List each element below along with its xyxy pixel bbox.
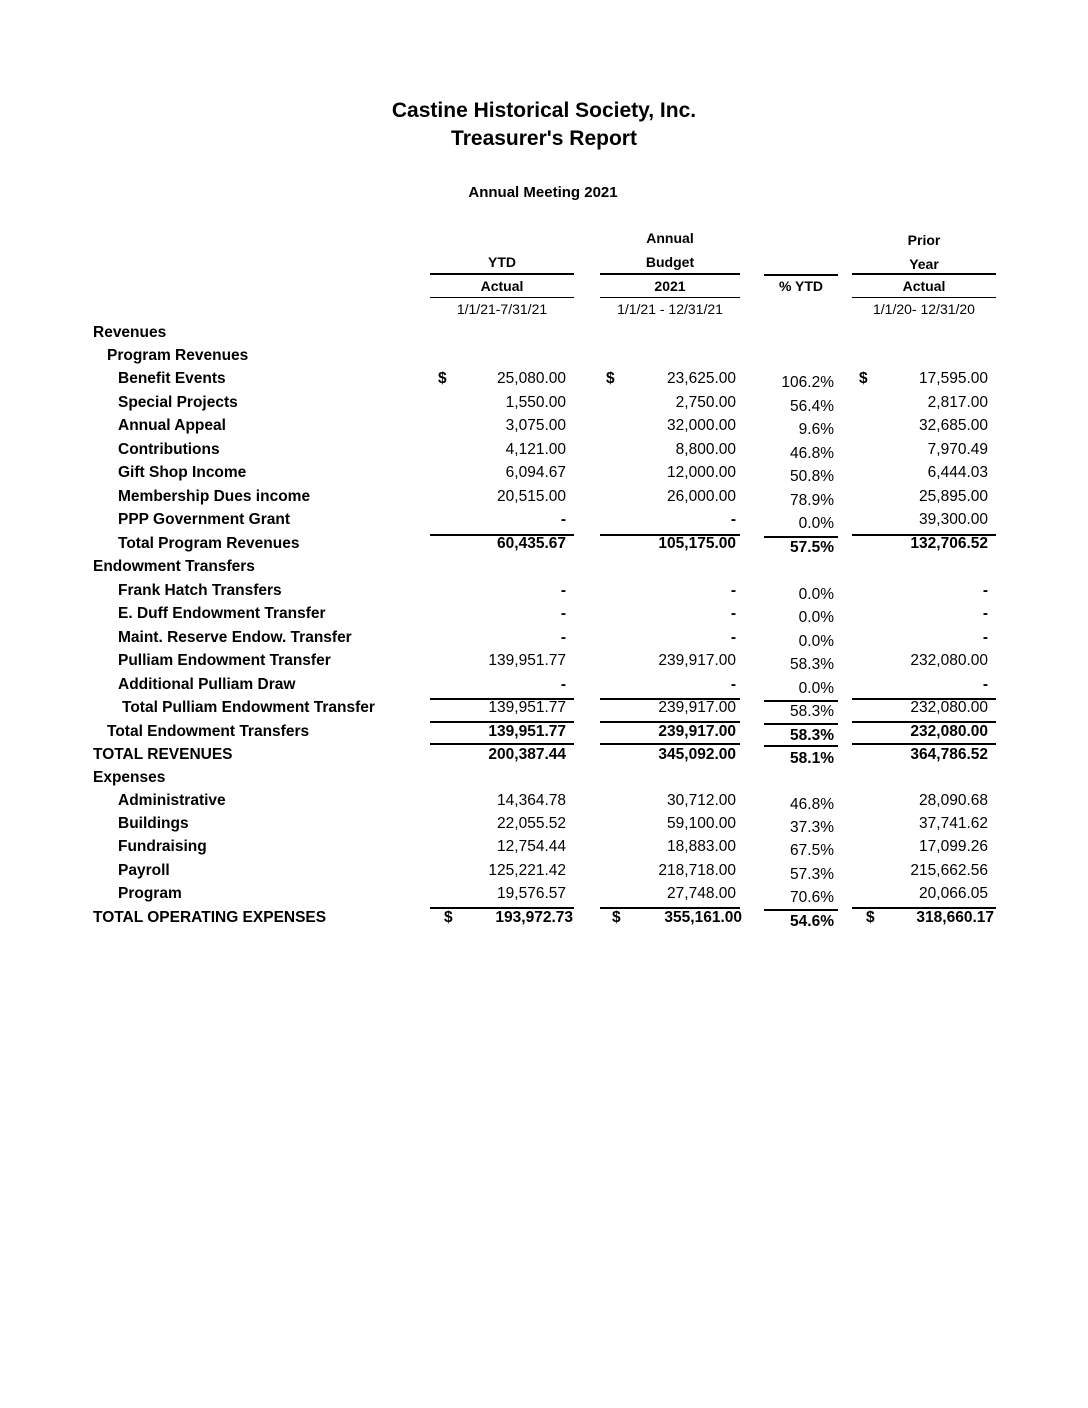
budget-value: 345,092.00 [658, 746, 736, 763]
ytd-header-line1: YTD [488, 254, 516, 270]
row-administrative [0, 792, 1088, 815]
ytd-value: 3,075.00 [505, 417, 566, 434]
prior-value: 20,066.05 [919, 885, 988, 902]
currency-symbol: $ [444, 909, 453, 926]
row-payroll [0, 862, 1088, 885]
currency-symbol: $ [606, 370, 615, 387]
row-label: Total Endowment Transfers [107, 723, 310, 740]
ytd-value: 12,754.44 [497, 838, 566, 855]
budget-value: - [730, 629, 736, 646]
prior-value: 32,685.00 [919, 417, 988, 434]
budget-value: - [730, 582, 736, 599]
ytd-value: 139,951.77 [488, 652, 566, 669]
ytd-header-line2: Actual [480, 278, 524, 294]
org-name: Castine Historical Society, Inc. [391, 99, 697, 122]
pct-value: 9.6% [798, 421, 834, 438]
pct-value: 57.5% [790, 539, 834, 556]
pct-value: 0.0% [798, 680, 834, 697]
ytd-value: 6,094.67 [505, 464, 566, 481]
prior-value: 232,080.00 [910, 699, 988, 716]
currency-symbol: $ [859, 370, 868, 387]
row-label: TOTAL REVENUES [93, 746, 233, 763]
row-label: Frank Hatch Transfers [118, 582, 282, 599]
row-special-projects [0, 394, 1088, 417]
pct-header-rule [764, 274, 838, 276]
subtotal-rule [852, 743, 996, 745]
pct-header-line2: % YTD [778, 278, 824, 294]
pct-value: 58.3% [790, 727, 834, 744]
currency-symbol: $ [612, 909, 621, 926]
prior-value: 232,080.00 [910, 723, 988, 740]
currency-symbol: $ [438, 370, 447, 387]
budget-value: 27,748.00 [667, 885, 736, 902]
row-total-revenues [0, 746, 1088, 769]
section-label: Expenses [93, 769, 166, 786]
pct-value: 57.3% [790, 866, 834, 883]
row-label: Special Projects [118, 394, 238, 411]
prior-value: 28,090.68 [919, 792, 988, 809]
prior-value: 232,080.00 [910, 652, 988, 669]
report-title: Treasurer's Report [451, 127, 637, 150]
pct-value: 0.0% [798, 515, 834, 532]
row-maint-reserve [0, 629, 1088, 652]
prior-header-rule [852, 273, 996, 275]
pct-value: 0.0% [798, 633, 834, 650]
prior-header-line0: Prior [907, 232, 941, 248]
row-gift-shop [0, 464, 1088, 487]
row-label: E. Duff Endowment Transfer [118, 605, 326, 622]
budget-value: 8,800.00 [675, 441, 736, 458]
report-subtitle: Annual Meeting 2021 [468, 184, 618, 201]
budget-value: 239,917.00 [658, 723, 736, 740]
row-membership [0, 488, 1088, 511]
row-label: Fundraising [118, 838, 207, 855]
currency-symbol: $ [866, 909, 875, 926]
row-label: PPP Government Grant [118, 511, 290, 528]
subtotal-rule [430, 743, 574, 745]
prior-value: 132,706.52 [910, 535, 988, 552]
row-benefit-events [0, 370, 1088, 393]
ytd-value: - [560, 511, 566, 528]
pct-value: 58.3% [790, 656, 834, 673]
row-label: TOTAL OPERATING EXPENSES [93, 909, 327, 926]
row-label: Pulliam Endowment Transfer [118, 652, 331, 669]
budget-header-line0: Annual [646, 230, 694, 246]
row-label: Total Program Revenues [118, 535, 300, 552]
budget-value: 2,750.00 [675, 394, 736, 411]
budget-value: 26,000.00 [667, 488, 736, 505]
prior-value: - [982, 605, 988, 622]
row-duff [0, 605, 1088, 628]
section-revenues [0, 324, 1088, 347]
ytd-period: 1/1/21-7/31/21 [456, 301, 548, 317]
row-program [0, 885, 1088, 908]
pct-value: 70.6% [790, 889, 834, 906]
budget-value: - [730, 676, 736, 693]
prior-value: 2,817.00 [927, 394, 988, 411]
prior-value: - [982, 676, 988, 693]
prior-value: 17,099.26 [919, 838, 988, 855]
row-label: Benefit Events [118, 370, 226, 387]
row-label: Program [118, 885, 182, 902]
prior-value: 17,595.00 [919, 370, 988, 387]
pct-value: 78.9% [790, 492, 834, 509]
row-buildings [0, 815, 1088, 838]
section-expenses [0, 769, 1088, 792]
ytd-value: 1,550.00 [505, 394, 566, 411]
ytd-value: - [560, 605, 566, 622]
row-label: Total Pulliam Endowment Transfer [122, 699, 375, 716]
budget-value: 59,100.00 [667, 815, 736, 832]
prior-value: 37,741.62 [919, 815, 988, 832]
pct-value: 0.0% [798, 586, 834, 603]
prior-header-line1: Year [909, 256, 939, 272]
ytd-value: 193,972.73 [495, 909, 573, 926]
ytd-value: 19,576.57 [497, 885, 566, 902]
prior-value: - [982, 582, 988, 599]
row-fundraising [0, 838, 1088, 861]
pct-value: 0.0% [798, 609, 834, 626]
row-annual-appeal [0, 417, 1088, 440]
budget-value: 105,175.00 [658, 535, 736, 552]
pct-value: 56.4% [790, 398, 834, 415]
row-label: Membership Dues income [118, 488, 311, 505]
subtotal-rule [600, 743, 740, 745]
prior-value: 39,300.00 [919, 511, 988, 528]
pct-value: 46.8% [790, 796, 834, 813]
ytd-value: 60,435.67 [497, 535, 566, 552]
prior-period-rule [852, 297, 996, 298]
budget-period-rule [600, 297, 740, 298]
budget-value: 239,917.00 [658, 699, 736, 716]
row-contributions [0, 441, 1088, 464]
section-program-revenues [0, 347, 1088, 370]
pct-value: 106.2% [781, 374, 834, 391]
section-label: Endowment Transfers [93, 558, 255, 575]
row-pulliam [0, 652, 1088, 675]
budget-value: - [730, 511, 736, 528]
ytd-value: 139,951.77 [488, 723, 566, 740]
budget-value: 30,712.00 [667, 792, 736, 809]
row-frank-hatch [0, 582, 1088, 605]
pct-value: 46.8% [790, 445, 834, 462]
prior-value: - [982, 629, 988, 646]
row-label: Administrative [118, 792, 226, 809]
row-label: Maint. Reserve Endow. Transfer [118, 629, 352, 646]
budget-period: 1/1/21 - 12/31/21 [617, 301, 723, 317]
budget-value: 218,718.00 [658, 862, 736, 879]
row-ppp-grant [0, 511, 1088, 534]
pct-value: 37.3% [790, 819, 834, 836]
budget-value: 23,625.00 [667, 370, 736, 387]
budget-header-line2: 2021 [654, 278, 686, 294]
prior-value: 318,660.17 [916, 909, 994, 926]
pct-value: 58.1% [790, 750, 834, 767]
ytd-value: 4,121.00 [505, 441, 566, 458]
ytd-value: 200,387.44 [488, 746, 566, 763]
budget-value: 18,883.00 [667, 838, 736, 855]
ytd-value: 25,080.00 [497, 370, 566, 387]
row-total-pulliam [0, 699, 1088, 722]
budget-value: 355,161.00 [664, 909, 742, 926]
budget-value: 12,000.00 [667, 464, 736, 481]
row-label: Gift Shop Income [118, 464, 247, 481]
prior-value: 364,786.52 [910, 746, 988, 763]
prior-period: 1/1/20- 12/31/20 [873, 301, 975, 317]
prior-value: 6,444.03 [927, 464, 988, 481]
pct-value: 67.5% [790, 842, 834, 859]
budget-value: 239,917.00 [658, 652, 736, 669]
budget-value: 32,000.00 [667, 417, 736, 434]
section-endowment-transfers [0, 558, 1088, 581]
ytd-value: 139,951.77 [488, 699, 566, 716]
row-label: Annual Appeal [118, 417, 226, 434]
pct-value: 50.8% [790, 468, 834, 485]
row-total-operating-expenses [0, 909, 1088, 932]
budget-header-line1: Budget [645, 254, 695, 270]
ytd-value: 20,515.00 [497, 488, 566, 505]
row-additional-pulliam [0, 676, 1088, 699]
ytd-value: - [560, 629, 566, 646]
pct-value: 54.6% [790, 913, 834, 930]
row-label: Payroll [118, 862, 170, 879]
ytd-value: - [560, 676, 566, 693]
ytd-header-rule [430, 273, 574, 275]
budget-value: - [730, 605, 736, 622]
section-label: Revenues [93, 324, 167, 341]
ytd-value: 22,055.52 [497, 815, 566, 832]
prior-value: 7,970.49 [927, 441, 988, 458]
prior-value: 215,662.56 [910, 862, 988, 879]
row-total-program-revenues [0, 535, 1088, 558]
ytd-period-rule [430, 297, 574, 298]
budget-header-rule [600, 273, 740, 275]
row-label: Buildings [118, 815, 189, 832]
section-label: Program Revenues [107, 347, 249, 364]
ytd-value: 14,364.78 [497, 792, 566, 809]
row-label: Additional Pulliam Draw [118, 676, 296, 693]
ytd-value: - [560, 582, 566, 599]
ytd-value: 125,221.42 [488, 862, 566, 879]
row-label: Contributions [118, 441, 220, 458]
prior-value: 25,895.00 [919, 488, 988, 505]
prior-header-line2: Actual [902, 278, 946, 294]
pct-value: 58.3% [790, 703, 834, 720]
